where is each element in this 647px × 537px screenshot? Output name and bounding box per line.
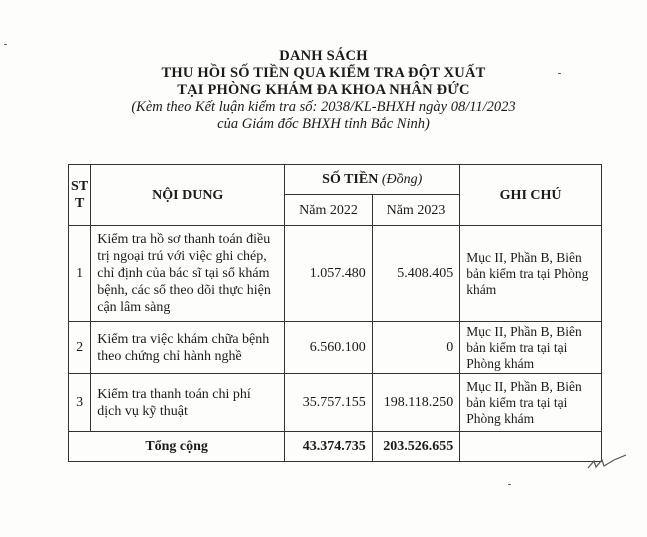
header-ghi-chu: GHI CHÚ (460, 165, 602, 226)
row-value-2023: 5.408.405 (372, 226, 459, 322)
scan-speck (508, 484, 511, 485)
row-noi-dung: Kiểm tra thanh toán chi phí dịch vụ kỹ thuật (91, 374, 285, 432)
title-line-2: THU HỒI SỐ TIỀN QUA KIỂM TRA ĐỘT XUẤT (161, 65, 486, 81)
money-table (68, 164, 602, 462)
row-value-2023: 198.118.250 (372, 374, 459, 432)
row-stt: 1 (69, 226, 91, 322)
table-header-row (69, 165, 602, 195)
title-line-1: DANH SÁCH (279, 48, 368, 64)
table-row (69, 322, 602, 374)
header-so-tien: SỐ TIỀN (Đồng) (285, 165, 460, 195)
row-value-2023: 0 (372, 322, 459, 374)
row-value-2022: 1.057.480 (285, 226, 372, 322)
row-ghi-chu: Mục II, Phần B, Biên bản kiểm tra tại Phòng khám (460, 226, 602, 322)
header-stt: ST T (69, 165, 91, 226)
signature-mark (586, 452, 630, 474)
total-value-2022: 43.374.735 (285, 432, 372, 462)
row-ghi-chu: Mục II, Phần B, Biên bản kiểm tra tại tại Phòng khám (460, 322, 602, 374)
subtitle-line-1: (Kèm theo Kết luận kiểm tra số: 2038/KL-BHXH ngày 08/11/2023 (131, 99, 516, 115)
scan-speck (4, 44, 7, 45)
row-value-2022: 35.757.155 (285, 374, 372, 432)
row-stt: 3 (69, 374, 91, 432)
title-line-3: TẠI PHÒNG KHÁM ĐA KHOA NHÂN ĐỨC (177, 82, 470, 98)
total-label: Tổng cộng (69, 432, 285, 462)
row-ghi-chu: Mục II, Phần B, Biên bản kiểm tra tại tại Phòng khám (460, 374, 602, 432)
header-year-2022: Năm 2022 (285, 195, 372, 226)
subtitle-line-2: của Giám đốc BHXH tỉnh Bắc Ninh) (217, 116, 430, 132)
table-row (69, 374, 602, 432)
total-value-2023: 203.526.655 (372, 432, 459, 462)
row-value-2022: 6.560.100 (285, 322, 372, 374)
table-total-row (69, 432, 602, 462)
document-header (0, 48, 647, 133)
scan-speck (558, 73, 561, 74)
total-ghi-chu (460, 432, 602, 462)
row-noi-dung: Kiểm tra hồ sơ thanh toán điều trị ngoại trú với việc ghi chép, chỉ định của bác sĩ tại sổ khám bệnh, các sổ theo dõi thực hiện cận lâm sàng (91, 226, 285, 322)
table-row (69, 226, 602, 322)
header-so-tien-unit: (Đồng) (381, 172, 423, 187)
header-year-2023: Năm 2023 (372, 195, 459, 226)
row-noi-dung: Kiểm tra việc khám chữa bệnh theo chứng chỉ hành nghề (91, 322, 285, 374)
header-noi-dung: NỘI DUNG (91, 165, 285, 226)
row-stt: 2 (69, 322, 91, 374)
